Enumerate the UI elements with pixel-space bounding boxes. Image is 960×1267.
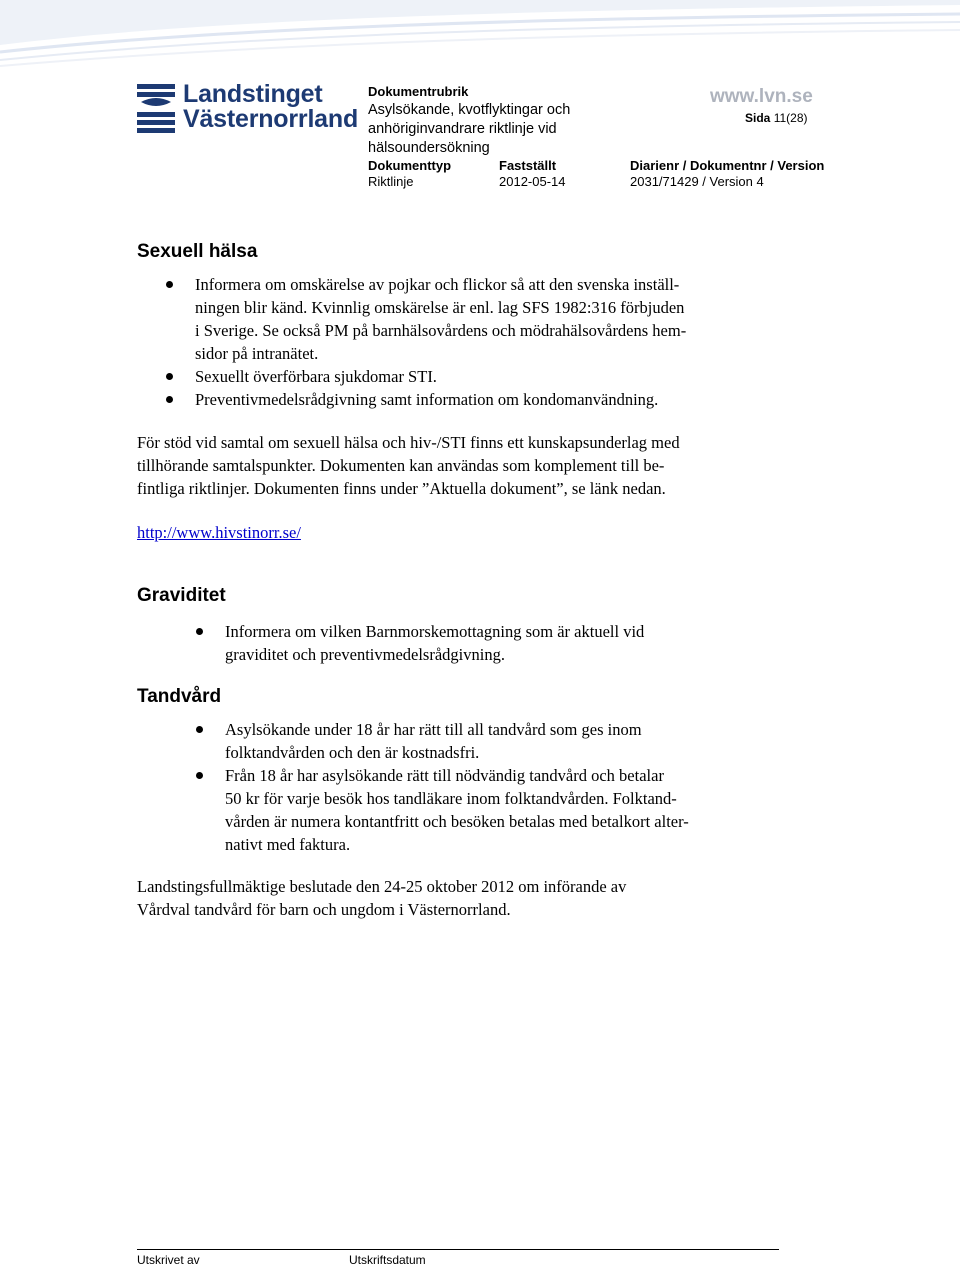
section-heading-sexuell-halsa: Sexuell hälsa — [137, 241, 258, 262]
list-item: Informera om vilken Barnmorskemottagning som är aktuell vid graviditet och preventivmedelsrådgivning. — [225, 622, 645, 664]
bullet-icon — [196, 772, 203, 779]
list-item: Från 18 år har asylsökande rätt till nödvändig tandvård och betalar 50 kr för varje besök hos tandläkare inom folktandvården. Folktand- vården är numera kontantfritt och besöken betalas med betalkort alter- nativt med faktura. — [225, 766, 689, 854]
bullet-icon — [166, 396, 173, 403]
footer-rule — [137, 1249, 779, 1250]
list-item: Informera om omskärelse av pojkar och flickor så att den svenska inställ- ningen blir känd. Kvinnlig omskärelse är enl. lag SFS 1982:316 förbjuden i Sverige. Se också PM på barnhälsovårdens och mödrahälsovårdens hem- sidor på intranätet. — [195, 275, 687, 363]
established-label: Fastställt — [499, 158, 557, 173]
diarienr-value: 2031/71429 / Version 4 — [630, 174, 764, 189]
diarienr-label: Diarienr / Dokumentnr / Version — [630, 158, 825, 173]
logo-emblem-icon — [137, 82, 175, 137]
document-type-value: Riktlinje — [368, 174, 414, 189]
site-url[interactable]: www.lvn.se — [710, 86, 813, 107]
logo-line-2: Västernorrland — [183, 105, 359, 133]
list-item: Sexuellt överförbara sjukdomar STI. — [195, 367, 437, 386]
bullet-icon — [196, 726, 203, 733]
hivstinorr-link[interactable]: http://www.hivstinorr.se/ — [137, 523, 301, 542]
section-heading-tandvard: Tandvård — [137, 686, 222, 707]
paragraph-landstingsfullmaktige: Landstingsfullmäktige beslutade den 24-25 oktober 2012 om införande av Vårdval tandvård för barn och ungdom i Västernorrland. — [137, 877, 627, 919]
document-type-label: Dokumenttyp — [368, 158, 452, 173]
bullet-icon — [196, 628, 203, 635]
list-item: Preventivmedelsrådgivning samt information om kondomanvändning. — [195, 390, 659, 409]
bullet-icon — [166, 281, 173, 288]
document-rubric-label: Dokumentrubrik — [368, 84, 469, 99]
section-heading-graviditet: Graviditet — [137, 585, 226, 606]
logo-line-1: Landstinget — [183, 80, 323, 108]
paragraph-stod: För stöd vid samtal om sexuell hälsa och hiv-/STI finns ett kunskapsunderlag med tillhörande samtalspunkter. Dokumenten kan användas som komplement till be- fintliga riktlinjer. Dokumenten finns under ”Aktuella dokument”, se länk nedan. — [137, 433, 680, 498]
list-item: Asylsökande under 18 år har rätt till all tandvård som ges inom folktandvården och den är kostnadsfri. — [225, 720, 642, 762]
page-number: Sida 11(28) — [745, 111, 808, 125]
document-rubric-value: Asylsökande, kvotflyktingar och anhöriginvandrare riktlinje vid hälsoundersökning — [368, 102, 571, 156]
logo-text — [183, 82, 358, 132]
established-date: 2012-05-14 — [499, 174, 566, 189]
bullet-icon — [166, 373, 173, 380]
footer-print-date: Utskriftsdatum — [349, 1253, 426, 1267]
header-wave-band — [0, 0, 960, 70]
footer-printed-by: Utskrivet av — [137, 1253, 200, 1267]
